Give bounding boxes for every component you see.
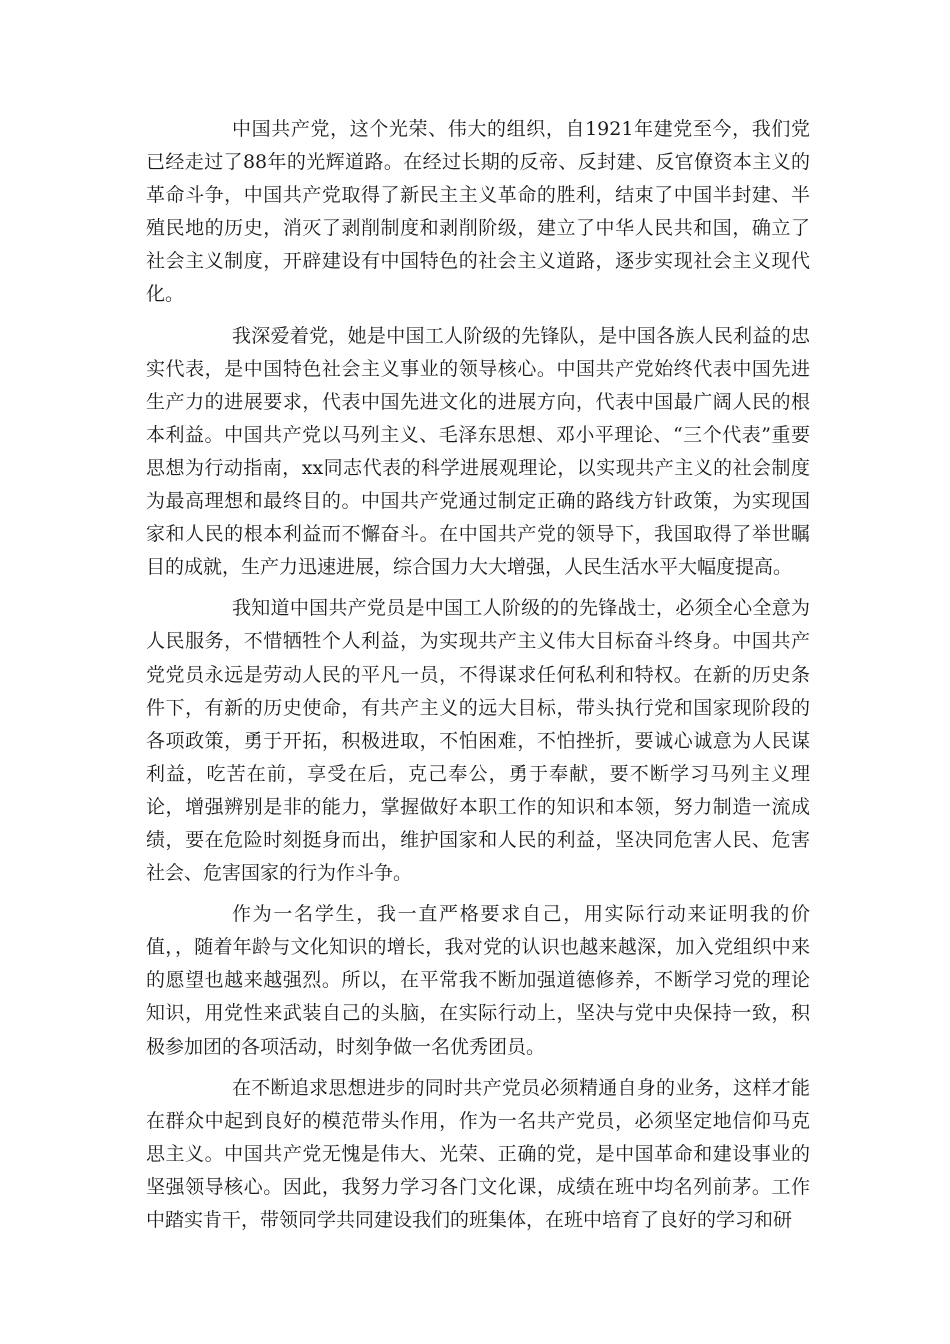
paragraph-3: 我知道中国共产党员是中国工人阶级的的先锋战士，必须全心全意为人民服务，不惜牺牲个人利益，为实现共产主义伟大目标奋斗终身。中国共产党党员永远是劳动人民的平凡一员，不得谋求任何私利和特权。在新的历史条件下，有新的历史使命，有共产主义的远大目标，带头执行党和国家现阶段的各项政策，勇于开拓，积极进取，不怕困难，不怕挫折，要诚心诚意为人民谋利益，吃苦在前，享受在后，克己奉公，勇于奉献，要不断学习马列主义理论，增强辨别是非的能力，掌握做好本职工作的知识和本领，努力制造一流成绩，要在危险时刻挺身而出，维护国家和人民的利益，坚决同危害人民、危害社会、危害国家的行为作斗争。: [146, 597, 810, 885]
paragraph-4: 作为一名学生，我一直严格要求自己，用实际行动来证明我的价值，，随着年龄与文化知识的增长，我对党的认识也越来越深，加入党组织中来的愿望也越来越强烈。所以，在平常我不断加强道德修养，不断学习党的理论知识，用党性来武装自己的头脑，在实际行动上，坚决与党中央保持一致，积极参加团的各项活动，时刻争做一名优秀团员。: [146, 903, 810, 1058]
paragraph-5: 在不断追求思想进步的同时共产党员必须精通自身的业务，这样才能在群众中起到良好的模范带头作用，作为一名共产党员，必须坚定地信仰马克思主义。中国共产党无愧是伟大、光荣、正确的党，是中国革命和建设事业的坚强领导核心。因此，我努力学习各门文化课，成绩在班中均名列前茅。工作中踏实肯干，带领同学共同建设我们的班集体，在班中培育了良好的学习和研: [146, 1076, 810, 1231]
document-body: [146, 113, 810, 1245]
paragraph-2: 我深爱着党，她是中国工人阶级的先锋队，是中国各族人民利益的忠实代表，是中国特色社会主义事业的领导核心。中国共产党始终代表中国先进生产力的进展要求，代表中国先进文化的进展方向，代表中国最广阔人民的根本利益。中国共产党以马列主义、毛泽东思想、邓小平理论、“三个代表”重要思想为行动指南，xx同志代表的科学进展观理论，以实现共产主义的社会制度为最高理想和最终目的。中国共产党通过制定正确的路线方针政策，为实现国家和人民的根本利益而不懈奋斗。在中国共产党的领导下，我国取得了举世瞩目的成就，生产力迅速进展，综合国力大大增强，人民生活水平大幅度提高。: [146, 324, 810, 579]
paragraph-1: 中国共产党，这个光荣、伟大的组织，自1921年建党至今，我们党已经走过了88年的光辉道路。在经过长期的反帝、反封建、反官僚资本主义的革命斗争，中国共产党取得了新民主主义革命的胜利，结束了中国半封建、半殖民地的历史，消灭了剥削制度和剥削阶级，建立了中华人民共和国，确立了社会主义制度，开辟建设有中国特色的社会主义道路，逐步实现社会主义现代化。: [146, 118, 810, 306]
